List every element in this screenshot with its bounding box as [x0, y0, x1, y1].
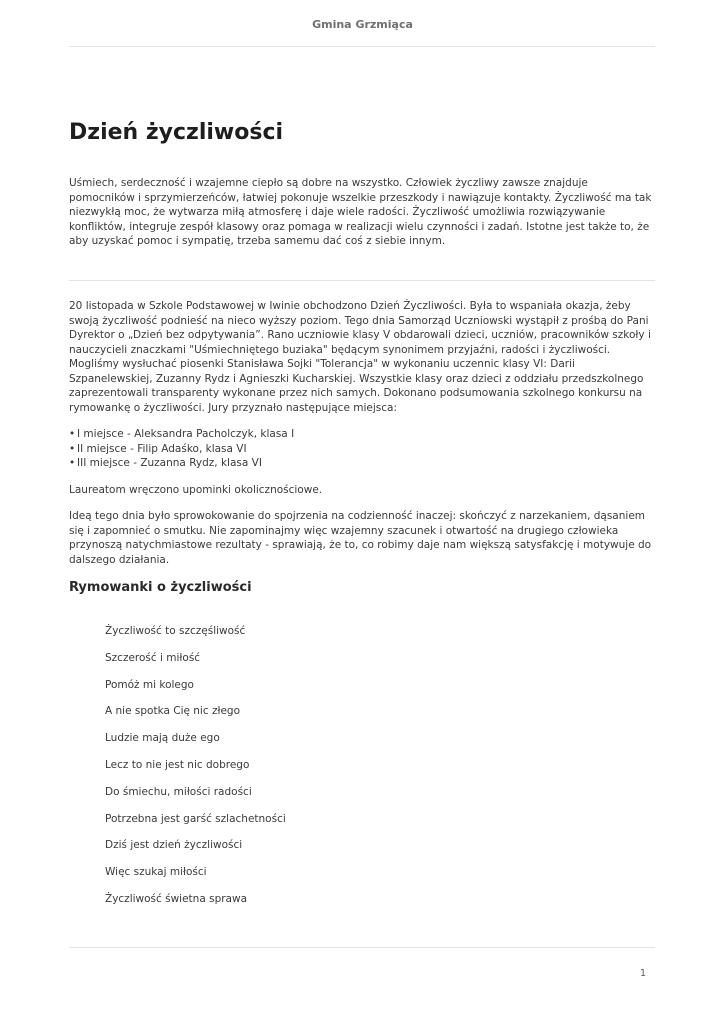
article-body [69, 299, 655, 597]
poem-line: Do śmiechu, miłości radości [105, 785, 252, 798]
list-item [69, 427, 655, 442]
bullet-icon: • [69, 442, 76, 455]
bullet-icon: • [69, 457, 76, 469]
poem-line: Dziś jest dzień życzliwości [105, 839, 243, 852]
page-number: 1 [639, 968, 646, 979]
list-item-text: III miejsce - Zuzanna Rydz, klasa VI [77, 457, 262, 469]
body-paragraph: 20 listopada w Szkole Podstawowej w Iwinie obchodzono Dzień Życzliwości. Była to wspaniała okazja, żeby swoją życzliwość podnieść na nieco wyższy poziom. Tego dnia Samorząd Uczniowski wystąpił z prośbą do Pani Dyrektor o „Dzień bez odpytywania”. Rano uczniowie klasy V obdarowali dzieci, uczniów, pracowników szkoły i nauczycieli znaczkami "Uśmiechniętego buziaka" będącym synonimem przyjaźni, radości i życzliwości. Mogliśmy wysłuchać piosenki Stanisława Sojki "Tolerancja" w wykonaniu uczennic klasy VI: Darii Szpanelewskiej, Zuzanny Rydz i Agnieszki Kucharskiej. Wszystkie klasy oraz dzieci z oddziału przedszkolnego zaprezentowali transparenty wykonane przez nich samych. Dokonano podsumowania szkolnego konkursu na rymowankę o życzliwości. Jury przyznało następujące miejsca: [69, 300, 651, 414]
list-item-text: II miejsce - Filip Adaśko, klasa VI [77, 442, 247, 455]
list-item-text: I miejsce - Aleksandra Pacholczyk, klasa I [77, 428, 295, 440]
poem-line: Lecz to nie jest nic dobrego [105, 758, 250, 771]
bullet-icon: • [69, 428, 76, 440]
section-heading: Rymowanki o życzliwości [69, 580, 252, 595]
poem-line: Pomóż mi kolego [105, 678, 194, 691]
list-item [69, 442, 655, 457]
list-item [69, 456, 655, 471]
header-divider [69, 46, 655, 47]
poem-line: Życzliwość świetna sprawa [105, 892, 248, 905]
winners-list [69, 427, 655, 471]
body-paragraph: Ideą tego dnia było sprowokowanie do spojrzenia na codzienność inaczej: skończyć z narzekaniem, dąsaniem się i zapomnieć o smutku. Nie zapominajmy więc wzajemny szacunek i otwartość na drugiego człowieka przynoszą natychmiastowe rezultaty - sprawiają, że to, co robimy daje nam większą satysfakcję i motywuje do dalszego działania. [69, 510, 652, 566]
poem-line: Ludzie mają duże ego [105, 732, 220, 745]
poem-line: Szczerość i miłość [105, 651, 201, 664]
footer-divider [69, 947, 655, 948]
page-title: Dzień życzliwości [69, 120, 284, 145]
body-paragraph: Laureatom wręczono upominki okolicznościowe. [69, 483, 323, 496]
poem-line: A nie spotka Cię nic złego [105, 705, 241, 718]
poem [105, 624, 286, 919]
site-name: Gmina Grzmiąca [312, 18, 413, 31]
lead-paragraph: Uśmiech, serdeczność i wzajemne ciepło są dobre na wszystko. Człowiek życzliwy zawsze znajduje pomocników i sprzymierzeńców, łatwiej pokonuje wszelkie przeszkody i nawiązuje kontakty. Życzliwość ma tak niezwykłą moc, że wytwarza miłą atmosferę i daje wiele radości. Życzliwość umożliwia rozwiązywanie konfliktów, integruje zespół klasowy oraz pomaga w realizacji wielu czynności i zadań. Istotne jest także to, że aby uzyskać pomoc i sympatię, trzeba samemu dać coś z siebie innym. [69, 177, 652, 247]
poem-line: Życzliwość to szczęśliwość [105, 625, 246, 637]
lead-divider [69, 280, 655, 281]
poem-line: Więc szukaj miłości [105, 866, 207, 879]
poem-line: Potrzebna jest garść szlachetności [105, 812, 286, 825]
